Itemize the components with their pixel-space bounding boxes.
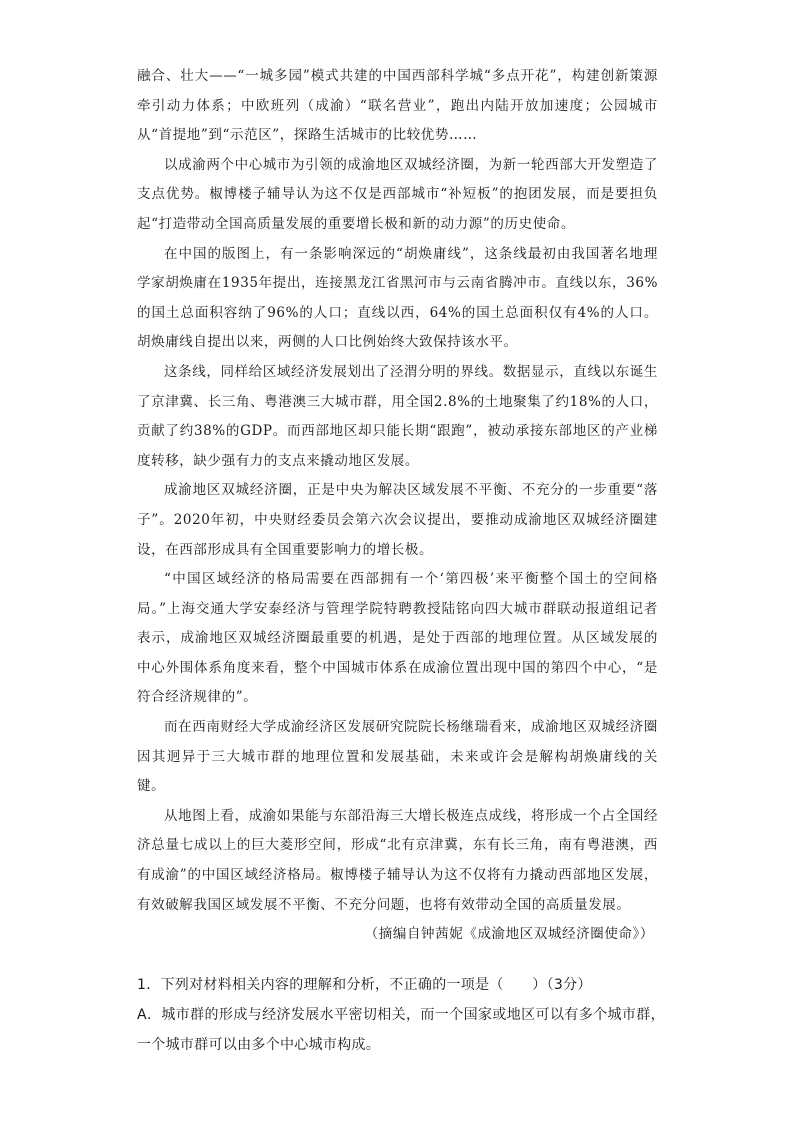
article-paragraph-1: 融合、壮大——“一城多园”模式共建的中国西部科学城“多点开花”，构建创新策源牵引动力体系；中欧班列（成渝）“联名营业”，跑出内陆开放加速度；公园城市从“首提地”到“示范区”，探路生活城市的比较优势…… <box>137 68 658 144</box>
article-paragraph-8: 从地图上看，成渝如果能与东部沿海三大增长极连点成线，将形成一个占全国经济总量七成以上的巨大菱形空间，形成“北有京津冀，东有长三角，南有粤港澳，西有成渝”的中国区域经济格局。椒博楼子辅导认为这不仅将有力撬动西部地区发展，有效破解我国区域发展不平衡、不充分问题，也将有效带动全国的高质量发展。 <box>137 807 658 913</box>
article-paragraph-6: “中国区域经济的格局需要在西部拥有一个‘第四极’来平衡整个国土的空间格局。”上海交通大学安泰经济与管理学院特聘教授陆铭向四大城市群联动报道组记者表示，成渝地区双城经济圈最重要的机遇，是处于西部的地理位置。从区域发展的中心外围体系角度来看，整个中国城市体系在成渝位置出现中国的第四个中心，“是符合经济规律的”。 <box>137 571 658 706</box>
article-paragraph-2: 以成渝两个中心城市为引领的成渝地区双城经济圈，为新一轮西部大开发塑造了支点优势。椒博楼子辅导认为这不仅是西部城市“补短板”的抱团发展，而是要担负起“打造带动全国高质量发展的重要增长极和新的动力源”的历史使命。 <box>137 156 658 232</box>
article-paragraph-5: 成渝地区双城经济圈，正是中央为解决区域发展不平衡、不充分的一步重要“落子”。2020年初，中央财经委员会第六次会议提出，要推动成渝地区双城经济圈建设，在西部形成具有全国重要影响力的增长极。 <box>137 482 658 558</box>
question-option-a: A．城市群的形成与经济发展水平密切相关，而一个国家或地区可以有多个城市群，一个城市群可以由多个中心城市构成。 <box>137 1007 665 1053</box>
article-paragraph-3: 在中国的版图上，有一条影响深远的“胡焕庸线”，这条线最初由我国著名地理学家胡焕庸在1935年提出，连接黑龙江省黑河市与云南省腾冲市。直线以东，36%的国土总面积容纳了96%的人口；直线以西，64%的国土总面积仅有4%的人口。胡焕庸线自提出以来，两侧的人口比例始终大致保持该水平。 <box>137 245 658 351</box>
article-body <box>137 62 658 950</box>
article-paragraph-7: 而在西南财经大学成渝经济区发展研究院院长杨继瑞看来，成渝地区双城经济圈因其迥异于三大城市群的地理位置和发展基础，未来或许会是解构胡焕庸线的关键。 <box>137 719 658 795</box>
article-paragraph-4: 这条线，同样给区域经济发展划出了泾渭分明的界线。数据显示，直线以东诞生了京津冀、长三角、粤港澳三大城市群，用全国2.8%的土地聚集了约18%的人口，贡献了约38%的GDP。而西部地区却只能长期“跟跑”，被动承接东部地区的产业梯度转移，缺少强有力的支点来撬动地区发展。 <box>137 363 658 469</box>
question-block <box>137 970 665 1060</box>
question-stem: 1．下列对材料相关内容的理解和分析，不正确的一项是（ ）（3分） <box>137 977 592 993</box>
article-source-citation: （摘编自钟茜妮《成渝地区双城经济圈使命》） <box>364 926 654 943</box>
